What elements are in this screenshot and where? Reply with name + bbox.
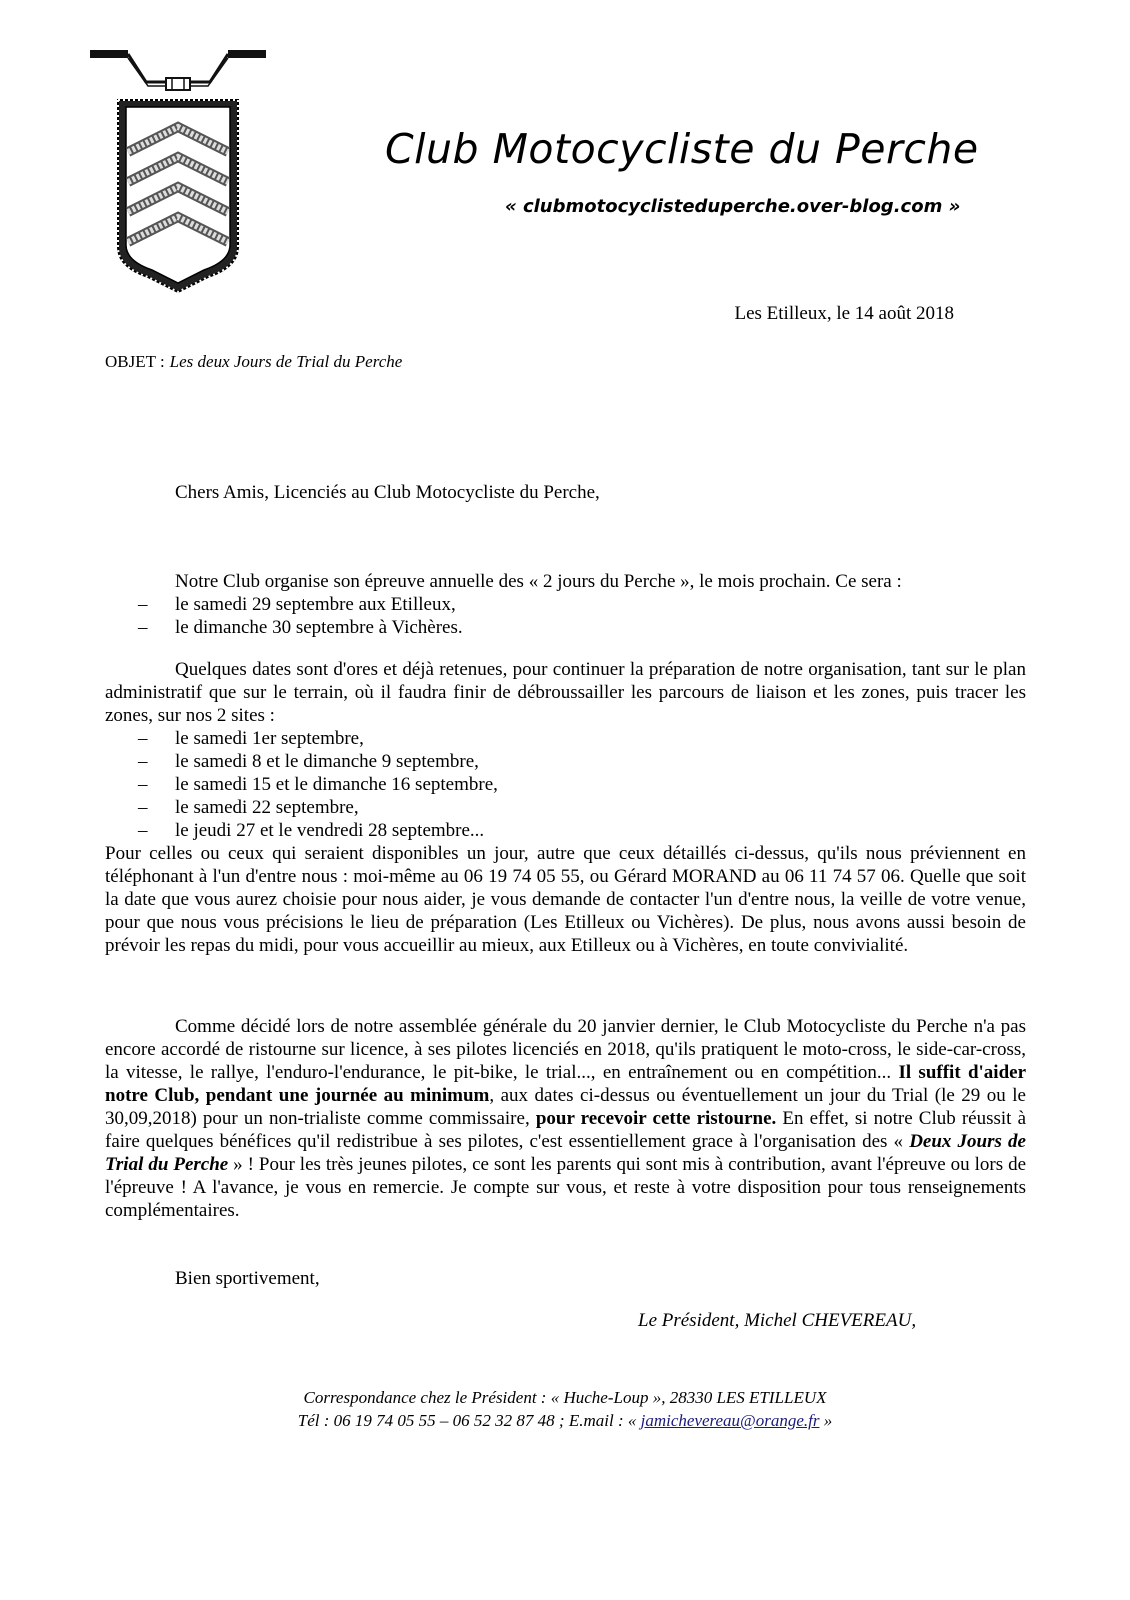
closing-line: Bien sportivement, — [175, 1268, 320, 1289]
list-item: – le samedi 1er septembre, — [138, 728, 364, 749]
club-logo — [88, 42, 268, 302]
preparation-dates-list — [105, 727, 1026, 842]
paragraph-intro: Quelques dates sont d'ores et déjà retenues, pour continuer la préparation de notre organisation, tant sur le plan administratif que sur le terrain, où il faudra finir de débroussailler les parcours de liaison et les zones, puis tracer les zones, sur nos 2 sites : — [105, 659, 1026, 726]
subject-line — [105, 352, 402, 372]
list-item: – le jeudi 27 et le vendredi 28 septembre... — [138, 820, 485, 841]
list-item: – le dimanche 30 septembre à Vichères. — [138, 617, 463, 638]
letter-date: Les Etilleux, le 14 août 2018 — [734, 303, 954, 324]
footer-phone-email: Tél : 06 19 74 05 55 – 06 52 32 87 48 ; E.mail : « jamichevereau@orange.fr » — [297, 1411, 833, 1430]
footer-contact — [0, 1386, 1130, 1432]
list-item: – le samedi 8 et le dimanche 9 septembre, — [138, 751, 479, 772]
list-dash: – — [138, 617, 148, 638]
email-link[interactable]: jamichevereau@orange.fr — [640, 1411, 820, 1430]
list-dash: – — [138, 774, 148, 795]
list-dash: – — [138, 751, 148, 772]
event-dates-list — [105, 593, 1026, 639]
paragraph-preparation-dates — [105, 658, 1026, 957]
emphasis-help-club: Il suffit d'aider notre Club, pendant une journée au minimum — [105, 1062, 1027, 1106]
list-dash: – — [138, 728, 148, 749]
club-name: Club Motocycliste du Perche — [385, 125, 979, 173]
list-dash: – — [138, 594, 148, 615]
signature: Le Président, Michel CHEVEREAU, — [638, 1310, 917, 1331]
subject-value: Les deux Jours de Trial du Perche — [169, 352, 403, 371]
event-name: Deux Jours de Trial du Perche — [105, 1131, 1026, 1175]
club-website: « clubmotocyclisteduperche.over-blog.com » — [505, 196, 961, 217]
salutation: Chers Amis, Licenciés au Club Motocycliste du Perche, — [175, 482, 600, 503]
list-dash: – — [138, 797, 148, 818]
emphasis-rebate: pour recevoir cette ristourne. — [535, 1108, 777, 1129]
paragraph-contact-info: Pour celles ou ceux qui seraient disponibles un jour, autre que ceux détaillés ci-dessus, qu'ils nous préviennent en téléphonant à l'un d'entre nous : moi-même au 06 19 74 05 55, ou Gérard MORAND au 06 11 74 57 06. Quelle que soit la date que vous aurez choisie pour nous aider, je vous demande de contacter l'un d'entre nous, la veille de votre venue, pour que nous vous précisions le lieu de préparation (Les Etilleux ou Vichères). De plus, nous avons aussi besoin de prévoir les repas du midi, pour vous accueillir au mieux, aux Etilleux ou à Vichères, en toute convivialité. — [105, 843, 1026, 956]
paragraph-event-dates — [105, 570, 1026, 639]
list-dash: – — [138, 820, 148, 841]
handlebar-shield-icon — [88, 42, 268, 302]
paragraph-rebate: Comme décidé lors de notre assemblée générale du 20 janvier dernier, le Club Motocycliste du Perche n'a pas encore accordé de ristourne sur licence, à ses pilotes licenciés en 2018, qu'ils pratiquent le moto-cross, le side-car-cross, la vitesse, le rallye, l'enduro-l'endurance, le pit-bike, le trial..., en entraînement ou en compétition... Il suffit d'aider notre Club, pendant une journée au minimum, aux dates ci-dessus ou éventuellement un jour du Trial (le 29 ou le 30,09,2018) pour un non-trialiste comme commissaire, pour recevoir cette ristourne. En effet, si notre Club réussit à faire quelques bénéfices qu'il redistribue à ses pilotes, c'est essentiellement grace à l'organisation des « Deux Jours de Trial du Perche » ! Pour les très jeunes pilotes, ce sont les parents qui sont mis à contribution, avant l'épreuve ou lors de l'épreuve ! A l'avance, je vous en remercie. Je compte sur vous, et reste à votre disposition pour tous renseignements complémentaires. — [105, 1016, 1027, 1221]
footer-address: Correspondance chez le Président : « Huche-Loup », 28330 LES ETILLEUX — [303, 1388, 827, 1407]
subject-label: OBJET : — [105, 352, 165, 371]
list-item: – le samedi 22 septembre, — [138, 797, 359, 818]
list-item: – le samedi 29 septembre aux Etilleux, — [138, 594, 456, 615]
list-item: – le samedi 15 et le dimanche 16 septembre, — [138, 774, 498, 795]
paragraph-intro: Notre Club organise son épreuve annuelle des « 2 jours du Perche », le mois prochain. Ce sera : — [175, 571, 902, 592]
